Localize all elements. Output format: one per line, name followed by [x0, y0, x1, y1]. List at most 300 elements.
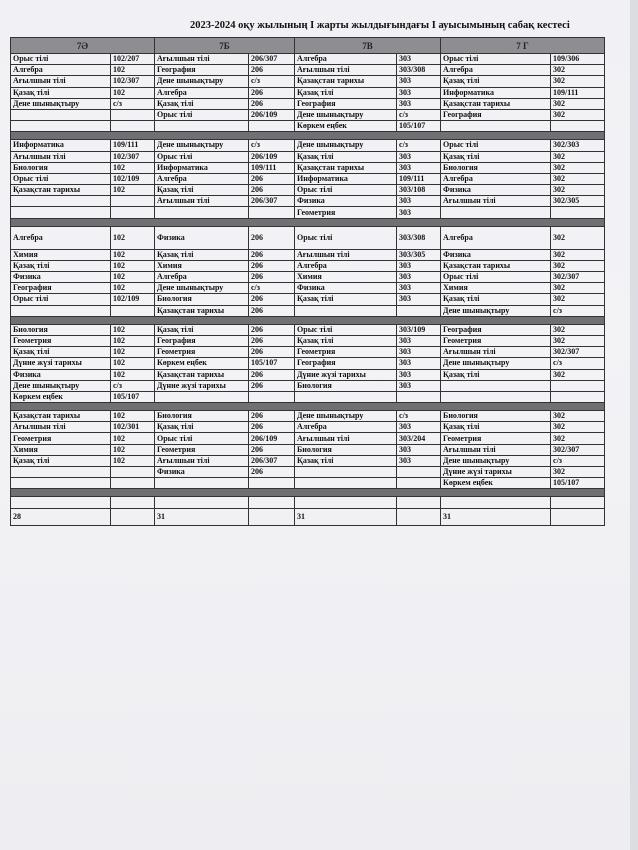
subject-cell: Қазақ тілі: [155, 185, 249, 196]
lesson-row: [11, 260, 605, 271]
lesson-row: [11, 324, 605, 335]
room-cell: 105/107: [111, 391, 155, 402]
class-header: 7Б: [155, 38, 295, 54]
subject-cell: Қазақстан тарихы: [295, 76, 397, 87]
subject-cell: Алгебра: [155, 272, 249, 283]
subject-cell: Ағылшын тілі: [155, 54, 249, 65]
lesson-row: [11, 272, 605, 283]
room-cell: 206: [249, 324, 295, 335]
lesson-row: [11, 391, 605, 402]
subject-cell: Қазақстан тарихы: [155, 305, 249, 316]
header-row: [11, 38, 605, 54]
subject-cell: Геометрия: [295, 207, 397, 218]
subject-cell: Ағылшын тілі: [295, 249, 397, 260]
lesson-row: [11, 433, 605, 444]
subject-cell: Орыс тілі: [295, 324, 397, 335]
room-cell: [551, 391, 605, 402]
subject-cell: Дене шынықтыру: [441, 358, 551, 369]
subject-cell: Орыс тілі: [295, 185, 397, 196]
room-cell: с/з: [249, 76, 295, 87]
lesson-row: [11, 478, 605, 489]
room-cell: 206: [249, 467, 295, 478]
subject-cell: Информатика: [441, 87, 551, 98]
subject-cell: Орыс тілі: [295, 226, 397, 249]
room-cell: 303: [397, 369, 441, 380]
subject-cell: География: [441, 109, 551, 120]
subject-cell: Химия: [155, 260, 249, 271]
room-cell: с/з: [397, 140, 441, 151]
subject-cell: Дене шынықтыру: [441, 305, 551, 316]
room-cell: 303: [397, 151, 441, 162]
subject-cell: Химия: [441, 283, 551, 294]
subject-cell: Физика: [441, 185, 551, 196]
subject-cell: Қазақ тілі: [441, 422, 551, 433]
room-cell: 302: [551, 260, 605, 271]
subject-cell: Орыс тілі: [155, 151, 249, 162]
day-separator: [11, 403, 605, 411]
totals-row: [11, 508, 605, 525]
subject-cell: Физика: [11, 272, 111, 283]
room-cell: 102: [111, 358, 155, 369]
room-cell: 102: [111, 324, 155, 335]
subject-cell: Дене шынықтыру: [155, 283, 249, 294]
room-cell: 303/204: [397, 433, 441, 444]
room-cell: 302: [551, 162, 605, 173]
subject-cell: Химия: [11, 249, 111, 260]
subject-cell: [155, 391, 249, 402]
lesson-row: [11, 467, 605, 478]
room-cell: 109/111: [249, 162, 295, 173]
room-cell: 303: [397, 54, 441, 65]
subject-cell: [441, 121, 551, 132]
subject-cell: Орыс тілі: [441, 272, 551, 283]
room-cell: 302/307: [551, 444, 605, 455]
room-cell: 206: [249, 185, 295, 196]
room-cell: 206: [249, 249, 295, 260]
room-cell: с/з: [397, 411, 441, 422]
room-cell: 105/107: [397, 121, 441, 132]
room-cell: с/з: [551, 305, 605, 316]
subject-cell: Қазақ тілі: [295, 455, 397, 466]
subject-cell: Ағылшын тілі: [441, 347, 551, 358]
room-cell: 206/307: [249, 455, 295, 466]
subject-cell: Биология: [11, 162, 111, 173]
subject-cell: Алгебра: [441, 65, 551, 76]
subject-cell: [11, 467, 111, 478]
subject-cell: [441, 391, 551, 402]
room-cell: 303: [397, 347, 441, 358]
subject-cell: Дүние жүзі тарихы: [441, 467, 551, 478]
subject-cell: Дене шынықтыру: [155, 140, 249, 151]
subject-cell: Қазақ тілі: [441, 294, 551, 305]
subject-cell: Көркем еңбек: [295, 121, 397, 132]
subject-cell: Алгебра: [155, 87, 249, 98]
room-cell: 109/111: [397, 173, 441, 184]
subject-cell: География: [155, 65, 249, 76]
subject-cell: Алгебра: [155, 173, 249, 184]
lesson-row: [11, 109, 605, 120]
room-cell: 302/307: [551, 272, 605, 283]
subject-cell: [295, 305, 397, 316]
room-cell: 302: [551, 249, 605, 260]
subject-cell: [295, 467, 397, 478]
subject-cell: Дене шынықтыру: [295, 109, 397, 120]
subject-cell: Дене шынықтыру: [295, 411, 397, 422]
subject-cell: Биология: [155, 294, 249, 305]
subject-cell: Алгебра: [441, 173, 551, 184]
room-cell: 102: [111, 455, 155, 466]
subject-cell: Ағылшын тілі: [155, 196, 249, 207]
lesson-row: [11, 369, 605, 380]
room-cell: [111, 305, 155, 316]
room-cell: 302: [551, 335, 605, 346]
room-cell: 302: [551, 433, 605, 444]
room-cell: 102: [111, 335, 155, 346]
subject-cell: География: [155, 335, 249, 346]
subject-cell: Алгебра: [11, 226, 111, 249]
subject-cell: Қазақ тілі: [155, 249, 249, 260]
subject-cell: Қазақстан тарихы: [11, 411, 111, 422]
room-cell: 302: [551, 109, 605, 120]
room-cell: 302: [551, 65, 605, 76]
room-cell: 206: [249, 347, 295, 358]
subject-cell: Дене шынықтыру: [11, 98, 111, 109]
room-cell: с/з: [551, 358, 605, 369]
subject-cell: Қазақ тілі: [295, 335, 397, 346]
room-cell: 206: [249, 173, 295, 184]
subject-cell: Көркем еңбек: [11, 391, 111, 402]
subject-cell: Биология: [295, 380, 397, 391]
subject-cell: Дүние жүзі тарихы: [295, 369, 397, 380]
room-cell: [397, 478, 441, 489]
room-cell: [397, 391, 441, 402]
room-cell: [111, 121, 155, 132]
room-cell: 302/303: [551, 140, 605, 151]
lesson-row: [11, 249, 605, 260]
room-cell: 206: [249, 422, 295, 433]
subject-cell: Қазақстан тарихы: [295, 162, 397, 173]
subject-cell: Қазақ тілі: [11, 347, 111, 358]
subject-cell: Ағылшын тілі: [295, 433, 397, 444]
room-cell: 303/108: [397, 185, 441, 196]
room-cell: 105/107: [249, 358, 295, 369]
lesson-row: [11, 54, 605, 65]
room-cell: 102: [111, 226, 155, 249]
subject-cell: Геометрия: [295, 347, 397, 358]
subject-cell: Көркем еңбек: [155, 358, 249, 369]
subject-cell: Дене шынықтыру: [155, 76, 249, 87]
room-cell: 102: [111, 65, 155, 76]
subject-cell: География: [441, 324, 551, 335]
room-cell: 206/109: [249, 109, 295, 120]
room-cell: 109/111: [111, 140, 155, 151]
room-cell: 102/109: [111, 173, 155, 184]
subject-cell: [11, 207, 111, 218]
room-cell: 206: [249, 305, 295, 316]
subject-cell: Орыс тілі: [11, 294, 111, 305]
subject-cell: Геометрия: [155, 347, 249, 358]
subject-cell: Физика: [11, 369, 111, 380]
room-cell: 102: [111, 444, 155, 455]
lesson-row: [11, 347, 605, 358]
room-cell: [111, 478, 155, 489]
subject-cell: Геометрия: [155, 444, 249, 455]
room-cell: 303: [397, 98, 441, 109]
lesson-row: [11, 207, 605, 218]
subject-cell: Орыс тілі: [155, 433, 249, 444]
day-separator: [11, 132, 605, 140]
room-cell: 303: [397, 335, 441, 346]
lesson-row: [11, 87, 605, 98]
room-cell: 303: [397, 87, 441, 98]
room-cell: 206: [249, 87, 295, 98]
subject-cell: [11, 196, 111, 207]
room-cell: 302: [551, 283, 605, 294]
room-cell: 302: [551, 324, 605, 335]
subject-cell: Биология: [295, 444, 397, 455]
lesson-row: [11, 140, 605, 151]
subject-cell: Қазақ тілі: [155, 98, 249, 109]
room-cell: [551, 380, 605, 391]
subject-cell: Алгебра: [295, 54, 397, 65]
lesson-row: [11, 121, 605, 132]
room-cell: 303: [397, 380, 441, 391]
subject-cell: Ағылшын тілі: [11, 151, 111, 162]
lesson-row: [11, 226, 605, 249]
room-cell: 105/107: [551, 478, 605, 489]
subject-cell: Қазақ тілі: [441, 369, 551, 380]
room-cell: [111, 109, 155, 120]
subject-cell: Қазақ тілі: [155, 324, 249, 335]
class-header: 7В: [295, 38, 441, 54]
room-cell: 206/109: [249, 151, 295, 162]
room-cell: 303: [397, 422, 441, 433]
subject-cell: Геометрия: [441, 335, 551, 346]
subject-cell: Информатика: [295, 173, 397, 184]
subject-cell: Қазақ тілі: [441, 151, 551, 162]
room-cell: 303: [397, 260, 441, 271]
room-cell: 102/307: [111, 151, 155, 162]
room-cell: [397, 305, 441, 316]
room-cell: 303: [397, 455, 441, 466]
subject-cell: [11, 478, 111, 489]
subject-cell: Қазақ тілі: [155, 422, 249, 433]
subject-cell: Қазақ тілі: [295, 294, 397, 305]
subject-cell: Дүние жүзі тарихы: [155, 380, 249, 391]
room-cell: 102: [111, 185, 155, 196]
subject-cell: [155, 121, 249, 132]
room-cell: [397, 467, 441, 478]
room-cell: 302: [551, 173, 605, 184]
subject-cell: Қазақстан тарихы: [441, 260, 551, 271]
room-cell: 102/301: [111, 422, 155, 433]
subject-cell: Информатика: [155, 162, 249, 173]
subject-cell: [155, 207, 249, 218]
room-cell: 303: [397, 294, 441, 305]
room-cell: 102: [111, 411, 155, 422]
room-cell: 302: [551, 226, 605, 249]
room-cell: 302: [551, 411, 605, 422]
class-header: 7 Г: [441, 38, 605, 54]
room-cell: 302: [551, 98, 605, 109]
room-cell: 206: [249, 65, 295, 76]
subject-cell: [11, 109, 111, 120]
room-cell: [249, 121, 295, 132]
room-cell: [249, 391, 295, 402]
page-title: 2023-2024 оқу жылының І жарты жылдығындағы І ауысымының сабақ кестесі: [190, 20, 570, 31]
lesson-row: [11, 98, 605, 109]
subject-cell: Алгебра: [295, 260, 397, 271]
subject-cell: Орыс тілі: [155, 109, 249, 120]
subject-cell: Физика: [155, 467, 249, 478]
subject-cell: Физика: [295, 196, 397, 207]
room-cell: 206: [249, 98, 295, 109]
room-cell: 206: [249, 272, 295, 283]
room-cell: с/з: [551, 455, 605, 466]
subject-cell: Алгебра: [11, 65, 111, 76]
lesson-row: [11, 283, 605, 294]
room-cell: 206/307: [249, 196, 295, 207]
room-cell: 102: [111, 272, 155, 283]
subject-cell: Алгебра: [441, 226, 551, 249]
room-cell: 206: [249, 294, 295, 305]
day-separator: [11, 218, 605, 226]
room-cell: 303: [397, 358, 441, 369]
room-cell: [249, 478, 295, 489]
lesson-row: [11, 358, 605, 369]
subject-cell: Ағылшын тілі: [11, 76, 111, 87]
room-cell: 102: [111, 347, 155, 358]
subject-cell: [441, 380, 551, 391]
lesson-row: [11, 380, 605, 391]
subject-cell: Орыс тілі: [441, 54, 551, 65]
room-cell: 303: [397, 207, 441, 218]
room-cell: 303: [397, 196, 441, 207]
blank-row: [11, 497, 605, 508]
room-cell: 303: [397, 76, 441, 87]
room-cell: [111, 207, 155, 218]
room-cell: 206: [249, 380, 295, 391]
room-cell: с/з: [397, 109, 441, 120]
lesson-row: [11, 151, 605, 162]
room-cell: 303/308: [397, 65, 441, 76]
subject-cell: Информатика: [11, 140, 111, 151]
subject-cell: Дене шынықтыру: [441, 455, 551, 466]
room-cell: 302: [551, 294, 605, 305]
lesson-row: [11, 422, 605, 433]
subject-cell: Ағылшын тілі: [155, 455, 249, 466]
lesson-row: [11, 173, 605, 184]
room-cell: 206/307: [249, 54, 295, 65]
subject-cell: Ағылшын тілі: [11, 422, 111, 433]
room-cell: 302: [551, 422, 605, 433]
room-cell: 102/307: [111, 76, 155, 87]
room-cell: 206: [249, 369, 295, 380]
subject-cell: Физика: [155, 226, 249, 249]
room-cell: 303: [397, 162, 441, 173]
room-cell: с/з: [111, 380, 155, 391]
lesson-row: [11, 455, 605, 466]
subject-cell: Қазақ тілі: [11, 260, 111, 271]
room-cell: 102/207: [111, 54, 155, 65]
room-cell: 302: [551, 369, 605, 380]
room-cell: [551, 121, 605, 132]
room-cell: [551, 207, 605, 218]
subject-cell: Геометрия: [11, 433, 111, 444]
subject-cell: Дүние жүзі тарихы: [11, 358, 111, 369]
subject-cell: Орыс тілі: [11, 173, 111, 184]
room-cell: 303/308: [397, 226, 441, 249]
lesson-total: 28: [11, 508, 111, 525]
subject-cell: Ағылшын тілі: [441, 444, 551, 455]
lesson-row: [11, 185, 605, 196]
subject-cell: Химия: [11, 444, 111, 455]
room-cell: 206: [249, 226, 295, 249]
subject-cell: [155, 478, 249, 489]
subject-cell: [295, 478, 397, 489]
day-separator: [11, 489, 605, 497]
room-cell: 206: [249, 411, 295, 422]
subject-cell: Алгебра: [295, 422, 397, 433]
room-cell: 102: [111, 162, 155, 173]
subject-cell: Химия: [295, 272, 397, 283]
schedule-table: [10, 37, 605, 526]
subject-cell: Қазақ тілі: [295, 87, 397, 98]
room-cell: 206: [249, 260, 295, 271]
subject-cell: Биология: [441, 162, 551, 173]
room-cell: 302: [551, 185, 605, 196]
room-cell: 102/109: [111, 294, 155, 305]
lesson-row: [11, 305, 605, 316]
day-separator: [11, 316, 605, 324]
room-cell: 302/305: [551, 196, 605, 207]
room-cell: 302/307: [551, 347, 605, 358]
room-cell: 102: [111, 249, 155, 260]
subject-cell: Дене шынықтыру: [11, 380, 111, 391]
subject-cell: Геометрия: [441, 433, 551, 444]
room-cell: 102: [111, 260, 155, 271]
subject-cell: Орыс тілі: [441, 140, 551, 151]
subject-cell: Қазақстан тарихы: [11, 185, 111, 196]
lesson-row: [11, 65, 605, 76]
lesson-row: [11, 294, 605, 305]
room-cell: 303: [397, 272, 441, 283]
subject-cell: География: [11, 283, 111, 294]
subject-cell: Қазақстан тарихы: [441, 98, 551, 109]
class-header: 7Ә: [11, 38, 155, 54]
lesson-row: [11, 196, 605, 207]
subject-cell: Дене шынықтыру: [295, 140, 397, 151]
subject-cell: Көркем еңбек: [441, 478, 551, 489]
subject-cell: [11, 305, 111, 316]
room-cell: 302: [551, 151, 605, 162]
subject-cell: [441, 207, 551, 218]
room-cell: 206/109: [249, 433, 295, 444]
lesson-total: 31: [155, 508, 249, 525]
room-cell: 303/305: [397, 249, 441, 260]
subject-cell: [11, 121, 111, 132]
room-cell: 109/111: [551, 87, 605, 98]
subject-cell: Қазақстан тарихы: [155, 369, 249, 380]
room-cell: 206: [249, 335, 295, 346]
subject-cell: Геометрия: [11, 335, 111, 346]
subject-cell: Биология: [11, 324, 111, 335]
subject-cell: Биология: [441, 411, 551, 422]
subject-cell: [295, 391, 397, 402]
lesson-row: [11, 162, 605, 173]
subject-cell: Қазақ тілі: [441, 76, 551, 87]
room-cell: 303: [397, 283, 441, 294]
